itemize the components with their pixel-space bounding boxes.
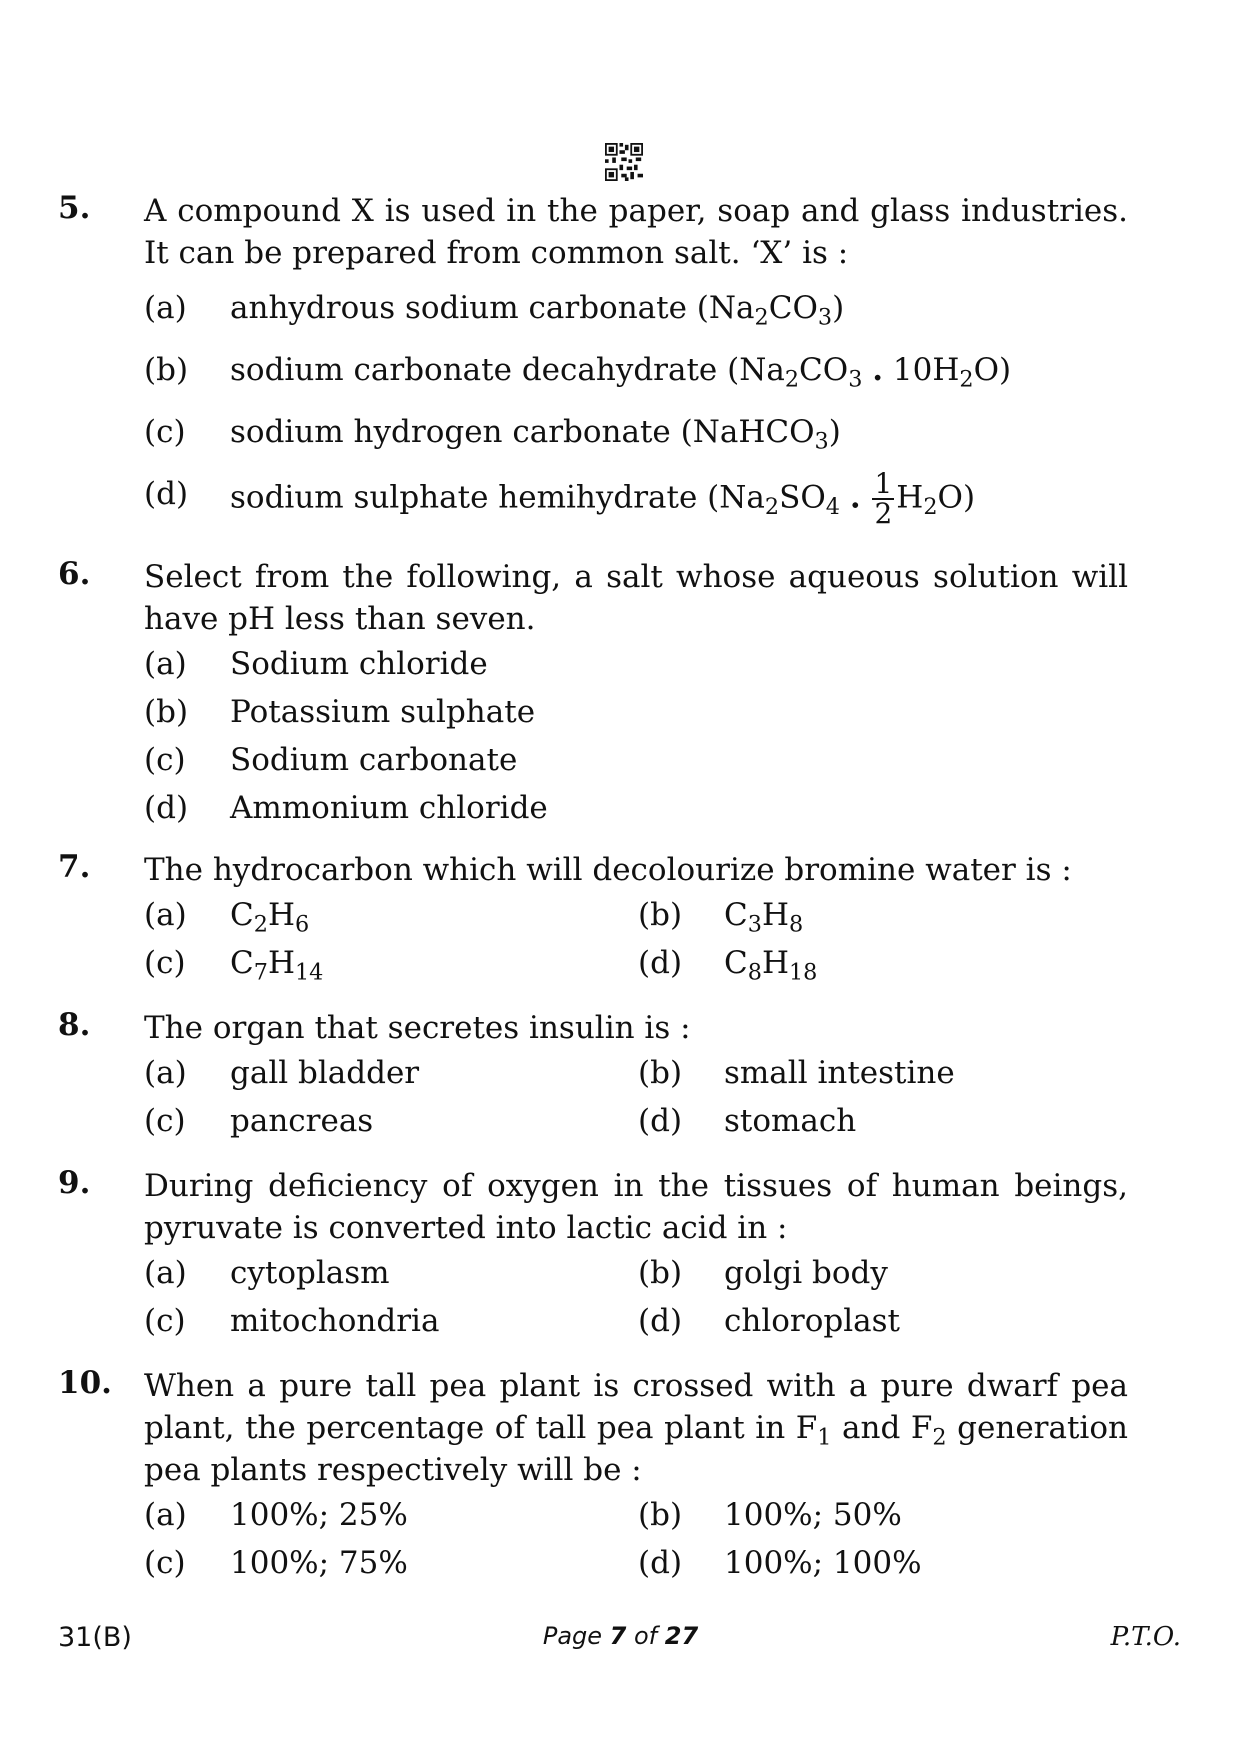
question-5 bbox=[58, 190, 1128, 532]
question-text: Select from the following, a salt whose aqueous solution will have pH less than seven. bbox=[144, 559, 1128, 637]
question-10 bbox=[58, 1365, 1128, 1587]
question-text: The organ that secretes insulin is : bbox=[144, 1010, 691, 1046]
option-d-label[interactable]: (d) bbox=[638, 945, 683, 981]
option-a-text[interactable]: gall bladder bbox=[230, 1055, 420, 1091]
option-b-label[interactable]: (b) bbox=[638, 1055, 683, 1091]
option-d-text[interactable]: chloroplast bbox=[724, 1303, 900, 1339]
qr-code-icon bbox=[605, 143, 643, 181]
question-number: 8. bbox=[58, 1007, 91, 1043]
option-b-label[interactable]: (b) bbox=[638, 1497, 683, 1533]
option-d-label[interactable]: (d) bbox=[638, 1303, 683, 1339]
options-list bbox=[144, 284, 1128, 532]
option-b-label[interactable]: (b) bbox=[638, 897, 683, 933]
option-c[interactable]: (c) Sodium carbonate bbox=[144, 742, 518, 778]
option-a-label[interactable]: (a) bbox=[144, 1055, 187, 1091]
pto-label: P.T.O. bbox=[1110, 1622, 1181, 1652]
question-text: The hydrocarbon which will decolourize bromine water is : bbox=[144, 852, 1072, 888]
question-number: 7. bbox=[58, 849, 91, 885]
options-grid bbox=[144, 1049, 1128, 1145]
option-c[interactable]: (c) sodium hydrogen carbonate (NaHCO$_3$) bbox=[144, 414, 841, 455]
option-d[interactable]: (d) sodium sulphate hemihydrate ($Na_2SO_4$ . $\frac{1}{2}$ $H_2O$) bbox=[144, 467, 976, 530]
question-number: 6. bbox=[58, 556, 91, 592]
question-6 bbox=[58, 556, 1128, 832]
page-number: Page 7 of 27 bbox=[542, 1622, 699, 1650]
question-text: A compound X is used in the paper, soap and glass industries. It can be prepared from common salt. ‘X’ is : bbox=[144, 193, 1128, 271]
option-d[interactable]: (d) Ammonium chloride bbox=[144, 790, 548, 826]
option-c-text[interactable]: 100%; 75% bbox=[230, 1545, 408, 1581]
option-a[interactable]: (a) anhydrous sodium carbonate $(Na_2CO_3)$ bbox=[144, 290, 845, 331]
options-grid bbox=[144, 891, 1128, 987]
option-a-text[interactable]: $C_2H_6$ bbox=[230, 897, 310, 938]
question-number: 9. bbox=[58, 1165, 91, 1201]
option-a-label[interactable]: (a) bbox=[144, 897, 187, 933]
page-footer bbox=[0, 1622, 1241, 1662]
option-c-text[interactable]: pancreas bbox=[230, 1103, 374, 1139]
option-b-text[interactable]: golgi body bbox=[724, 1255, 888, 1291]
option-b[interactable]: (b) sodium carbonate decahydrate ($Na_2CO_3$ . $10H_2O$) bbox=[144, 352, 1012, 393]
question-text: During deficiency of oxygen in the tissues of human beings, pyruvate is converted into lactic acid in : bbox=[144, 1168, 1128, 1246]
option-d-text[interactable]: stomach bbox=[724, 1103, 857, 1139]
options-list bbox=[144, 640, 1128, 832]
option-a-text[interactable]: 100%; 25% bbox=[230, 1497, 408, 1533]
option-b-text[interactable]: small intestine bbox=[724, 1055, 955, 1091]
question-number: 5. bbox=[58, 190, 91, 226]
option-a[interactable]: (a) Sodium chloride bbox=[144, 646, 488, 682]
option-c-text[interactable]: mitochondria bbox=[230, 1303, 440, 1339]
question-number: 10. bbox=[58, 1365, 112, 1401]
option-a-text[interactable]: cytoplasm bbox=[230, 1255, 390, 1291]
option-b-text[interactable]: $C_3H_8$ bbox=[724, 897, 804, 938]
option-b[interactable]: (b) Potassium sulphate bbox=[144, 694, 536, 730]
option-c-label[interactable]: (c) bbox=[144, 1545, 186, 1581]
question-text: When a pure tall pea plant is crossed with a pure dwarf pea plant, the percentage of tall pea plant in $F_1$ and $F_2$ generation pea plants respectively will be : bbox=[144, 1368, 1128, 1488]
option-b-text[interactable]: 100%; 50% bbox=[724, 1497, 902, 1533]
options-grid bbox=[144, 1249, 1128, 1345]
option-c-label[interactable]: (c) bbox=[144, 945, 186, 981]
option-d-text[interactable]: $C_8H_{18}$ bbox=[724, 945, 818, 986]
option-a-label[interactable]: (a) bbox=[144, 1497, 187, 1533]
option-d-text[interactable]: 100%; 100% bbox=[724, 1545, 922, 1581]
option-d-label[interactable]: (d) bbox=[638, 1545, 683, 1581]
option-c-text[interactable]: $C_7H_{14}$ bbox=[230, 945, 324, 986]
options-grid bbox=[144, 1491, 1128, 1587]
paper-code: 31(B) bbox=[58, 1622, 132, 1653]
option-c-label[interactable]: (c) bbox=[144, 1103, 186, 1139]
option-c-label[interactable]: (c) bbox=[144, 1303, 186, 1339]
option-a-label[interactable]: (a) bbox=[144, 1255, 187, 1291]
question-9 bbox=[58, 1165, 1128, 1345]
question-7 bbox=[58, 849, 1128, 987]
question-8 bbox=[58, 1007, 1128, 1145]
option-d-label[interactable]: (d) bbox=[638, 1103, 683, 1139]
option-b-label[interactable]: (b) bbox=[638, 1255, 683, 1291]
